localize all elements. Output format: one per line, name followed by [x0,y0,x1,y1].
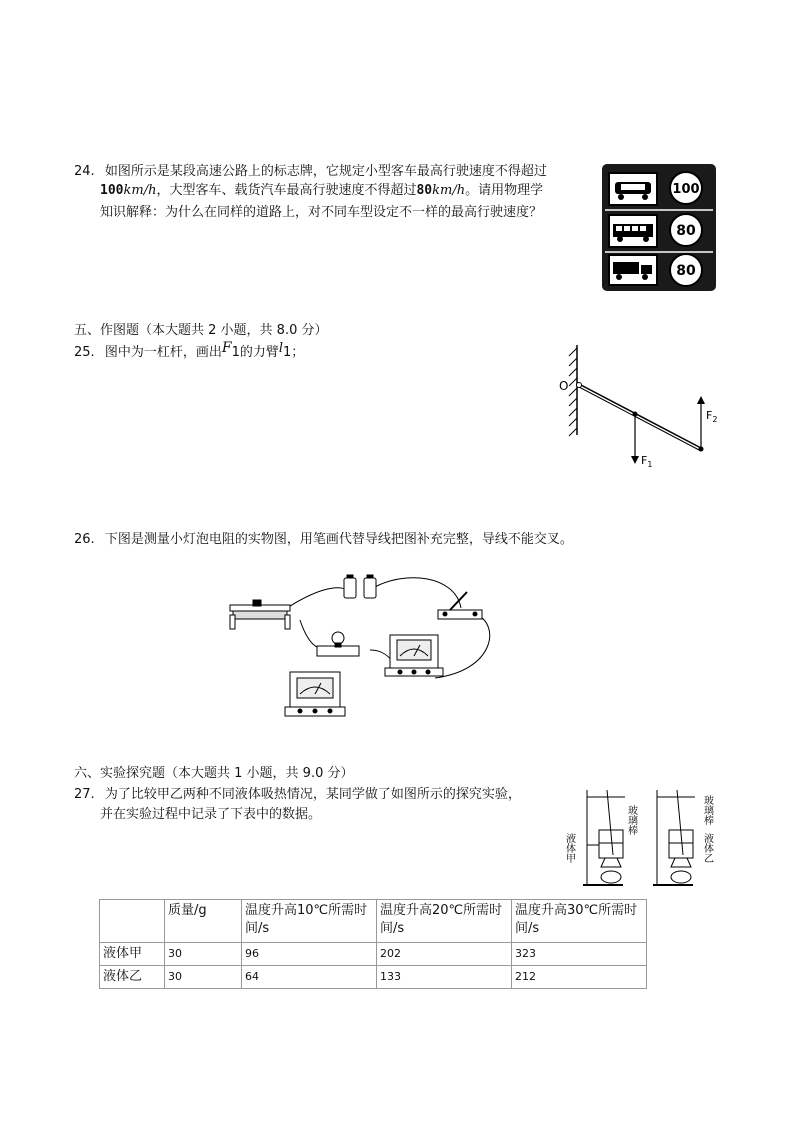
car-icon [609,173,657,205]
table-header-cell: 温度升高10℃所需时间/s [242,900,377,943]
table-row [100,943,647,966]
bus-icon [609,215,657,247]
wire-rheostat-battery [287,588,347,608]
limit-value-3: 80 [676,263,696,279]
q25-text-c: 1； [283,345,305,360]
q26-line [74,530,573,550]
table-row [100,966,647,989]
data-table [99,899,647,989]
setup-left [583,790,625,885]
q25-number: 25. [74,345,95,360]
lever-figure [555,340,735,470]
q25-line [74,342,304,363]
q24-line3: 知识解释：为什么在同样的道路上，对不同车型设定不一样的最高行驶速度？ [100,205,543,220]
lever-rod [579,384,701,448]
rheostat [230,600,290,629]
q27-number: 27. [74,787,95,802]
q24-speed-80: 80 [416,183,433,198]
setup-right [653,790,695,885]
table-cell: 202 [377,943,512,966]
table-header-row [100,900,647,943]
table-cell: 323 [512,943,647,966]
label-rod-right: 玻璃棒 [701,795,713,825]
q25-text-b: 1的力臂 [231,345,279,360]
q24-text-1: 如图所示是某段高速公路上的标志牌，它规定小型客车最高行驶速度不得超过 [104,164,547,179]
f2-label: $F_2$ [706,409,718,424]
pivot-label: O [559,379,569,393]
q27-line1 [74,785,521,805]
light-bulb [317,632,359,656]
section6-title: 六、实验探究题（本大题共 1 小题，共 9.0 分） [74,766,354,781]
limit-value-1: 100 [672,182,700,197]
q24-line1 [74,162,547,182]
table-cell: 液体乙 [100,966,165,989]
table-cell: 30 [165,966,242,989]
voltmeter [285,672,345,716]
q25-text-a: 图中为一杠杆，画出 [104,345,222,360]
section5-title: 五、作图题（本大题共 2 小题，共 8.0 分） [74,323,328,338]
table-cell: 212 [512,966,647,989]
wire-battery-switch [373,578,461,608]
table-cell: 133 [377,966,512,989]
table-header-cell: 温度升高20℃所需时间/s [377,900,512,943]
table-cell: 液体甲 [100,943,165,966]
label-liquid-left: 液体甲 [563,833,575,863]
q25-l: l [278,341,284,356]
q27-line2: 并在实验过程中记录了下表中的数据。 [100,807,322,822]
f2-arrowhead [697,396,705,404]
table-cell: 96 [242,943,377,966]
battery-cells [344,575,376,598]
q24-unit-2: km/h [432,183,466,198]
limit-value-2: 80 [676,223,696,239]
q24-line2 [100,181,543,201]
q25-F: F [221,340,232,356]
speed-limit-sign [601,163,717,292]
q24-text-2b: ，大型客车、载货汽车最高行驶速度不得超过 [156,183,417,198]
lever-rod-edge [579,387,701,451]
table-header-cell [100,900,165,943]
q24-unit-1: km/h [123,183,157,198]
truck-icon [609,255,657,285]
label-liquid-right: 液体乙 [701,833,713,863]
q27-text-1: 为了比较甲乙两种不同液体吸热情况，某同学做了如图所示的探究实验， [104,787,521,802]
pivot-point [577,383,582,388]
wall-hatching [569,348,577,436]
q26-text: 下图是测量小灯泡电阻的实物图，用笔画代替导线把图补充完整，导线不能交叉。 [104,532,573,547]
table-header-cell: 温度升高30℃所需时间/s [512,900,647,943]
ammeter [385,635,443,676]
q24-number: 24. [74,164,95,179]
circuit-figure [225,570,500,725]
table-cell: 64 [242,966,377,989]
q26-number: 26. [74,532,95,547]
label-rod-left: 玻璃棒 [625,805,637,835]
f1-arrowhead [631,456,639,464]
q24-speed-100: 100 [100,183,124,198]
table-header-cell: 质量/g [165,900,242,943]
f1-label: $F_1$ [641,454,653,469]
heating-experiment-figure [563,785,713,895]
table-cell: 30 [165,943,242,966]
q24-text-2d: 。请用物理学 [465,183,544,198]
